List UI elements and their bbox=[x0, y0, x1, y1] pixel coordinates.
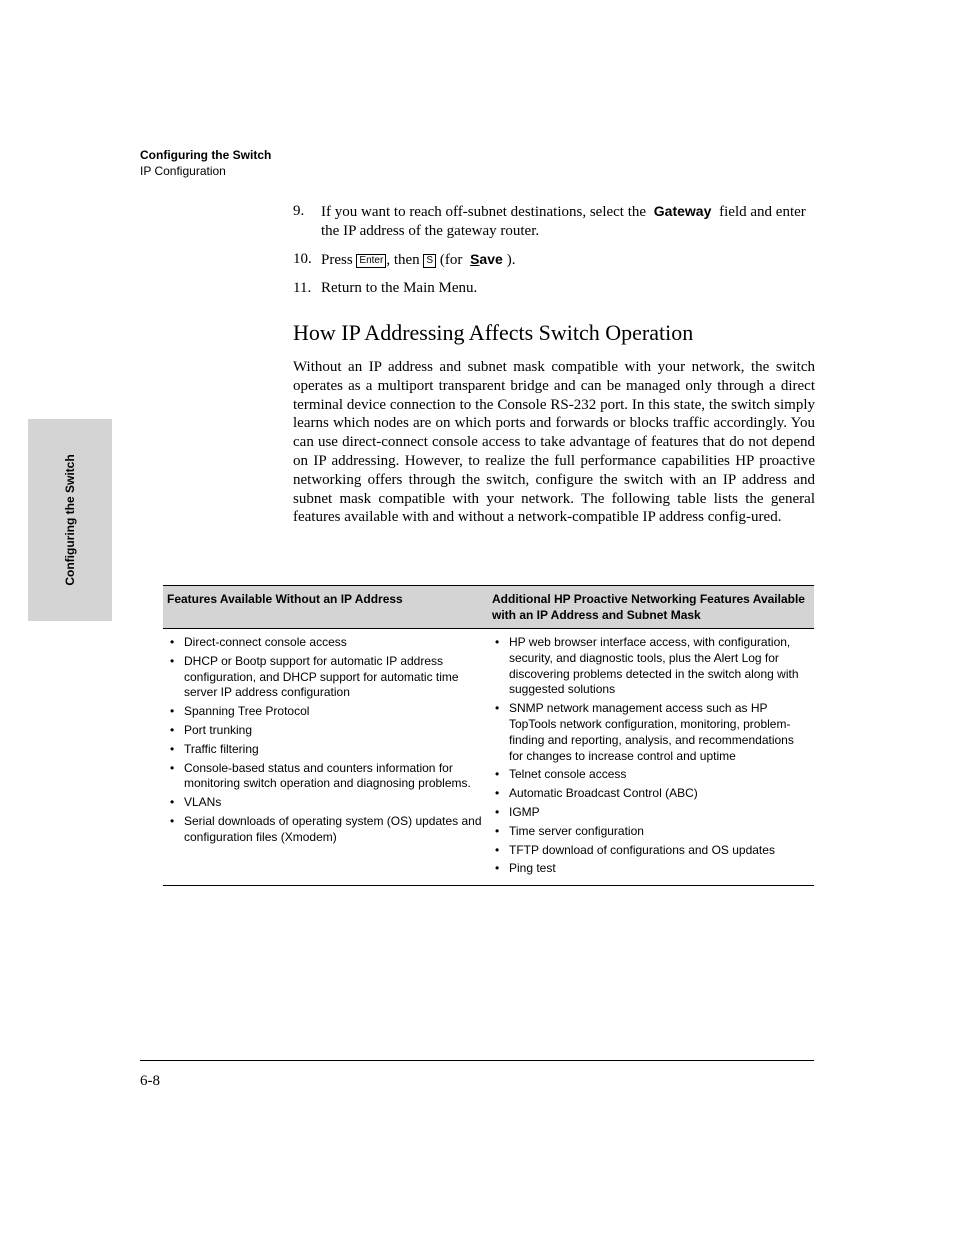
gateway-field-label: Gateway bbox=[653, 203, 712, 219]
step-9-text-before: If you want to reach off-subnet destinations, select the bbox=[321, 204, 647, 220]
step-9-text-after: field and enter the IP address of the gateway router. bbox=[321, 204, 806, 239]
col1-header: Features Available Without an IP Address bbox=[163, 586, 488, 629]
step-number: 9. bbox=[293, 203, 305, 219]
list-item: • Ping test bbox=[492, 861, 810, 877]
list-item: • Serial downloads of operating system (OS) updates and configuration files (Xmodem) bbox=[167, 814, 484, 846]
header-chapter: Configuring the Switch bbox=[140, 148, 272, 162]
list-item: • Time server configuration bbox=[492, 824, 810, 840]
list-item: • Traffic filtering bbox=[167, 742, 484, 758]
step-10 bbox=[293, 250, 815, 270]
footer-rule bbox=[140, 1060, 814, 1061]
step-10-for: (for bbox=[439, 252, 463, 268]
col2-cell bbox=[488, 629, 814, 886]
step-list bbox=[293, 202, 815, 307]
list-item: • DHCP or Bootp support for automatic IP address configuration, and DHCP support for automatic time server IP address configuration bbox=[167, 654, 484, 701]
col2-header: Additional HP Proactive Networking Features Available with an IP Address and Subnet Mask bbox=[488, 586, 814, 629]
col1-cell bbox=[163, 629, 488, 886]
header-section: IP Configuration bbox=[140, 164, 226, 178]
save-command bbox=[466, 251, 507, 267]
list-item: • Automatic Broadcast Control (ABC) bbox=[492, 786, 810, 802]
list-item: • Direct-connect console access bbox=[167, 635, 484, 651]
chapter-side-tab bbox=[28, 419, 112, 621]
step-text bbox=[321, 250, 815, 270]
page-number: 6-8 bbox=[140, 1073, 160, 1089]
list-item: • Telnet console access bbox=[492, 767, 810, 783]
step-text bbox=[321, 202, 815, 241]
enter-key: Enter bbox=[356, 254, 386, 268]
features-table bbox=[163, 585, 814, 886]
save-rest: ave bbox=[479, 251, 503, 267]
list-item: • Spanning Tree Protocol bbox=[167, 704, 484, 720]
step-11 bbox=[293, 279, 815, 298]
list-item: • HP web browser interface access, with configuration, security, and diagnostic tools, plus the Alert Log for discovering problems detected in the switch along with suggested solutions bbox=[492, 635, 810, 698]
running-header bbox=[140, 147, 271, 179]
col1-list bbox=[167, 635, 484, 846]
step-9 bbox=[293, 202, 815, 241]
list-item: • IGMP bbox=[492, 805, 810, 821]
step-10-press: Press bbox=[321, 252, 353, 268]
step-number: 10. bbox=[293, 251, 312, 267]
step-text: Return to the Main Menu. bbox=[321, 280, 478, 296]
section-title: How IP Addressing Affects Switch Operation bbox=[293, 320, 694, 345]
side-tab-label: Configuring the Switch bbox=[63, 454, 77, 586]
step-10-close: ). bbox=[506, 252, 516, 268]
list-item: • Console-based status and counters information for monitoring switch operation and diagnosing problems. bbox=[167, 761, 484, 793]
body-paragraph: Without an IP address and subnet mask compatible with your network, the switch operates as a multiport transparent bridge and can be managed only through a direct terminal device connection to the Console RS-232 port. In this state, the switch simply learns which nodes are on which ports and forwards or blocks traffic accordingly. You can use direct-connect console access to take advantage of features that do not depend on IP addressing. However, to realize the full performance capabilities HP proactive networking offers through the switch, configure the switch with an IP address and subnet mask compatible with your network. The following table lists the general features available with and without a network-compatible IP address config-ured. bbox=[293, 359, 815, 526]
list-item: • Port trunking bbox=[167, 723, 484, 739]
col2-list bbox=[492, 635, 810, 877]
table-header-row bbox=[163, 586, 814, 629]
list-item: • TFTP download of configurations and OS updates bbox=[492, 843, 810, 859]
step-10-then: , then bbox=[386, 252, 420, 268]
s-key: S bbox=[423, 254, 436, 268]
table-row bbox=[163, 629, 814, 886]
list-item: • SNMP network management access such as HP TopTools network configuration, monitoring, problem-finding and reporting, analysis, and recommendations for changes to increase control and uptime bbox=[492, 701, 810, 764]
list-item: • VLANs bbox=[167, 795, 484, 811]
save-hotkey-letter: S bbox=[470, 251, 480, 267]
step-number: 11. bbox=[293, 280, 312, 296]
